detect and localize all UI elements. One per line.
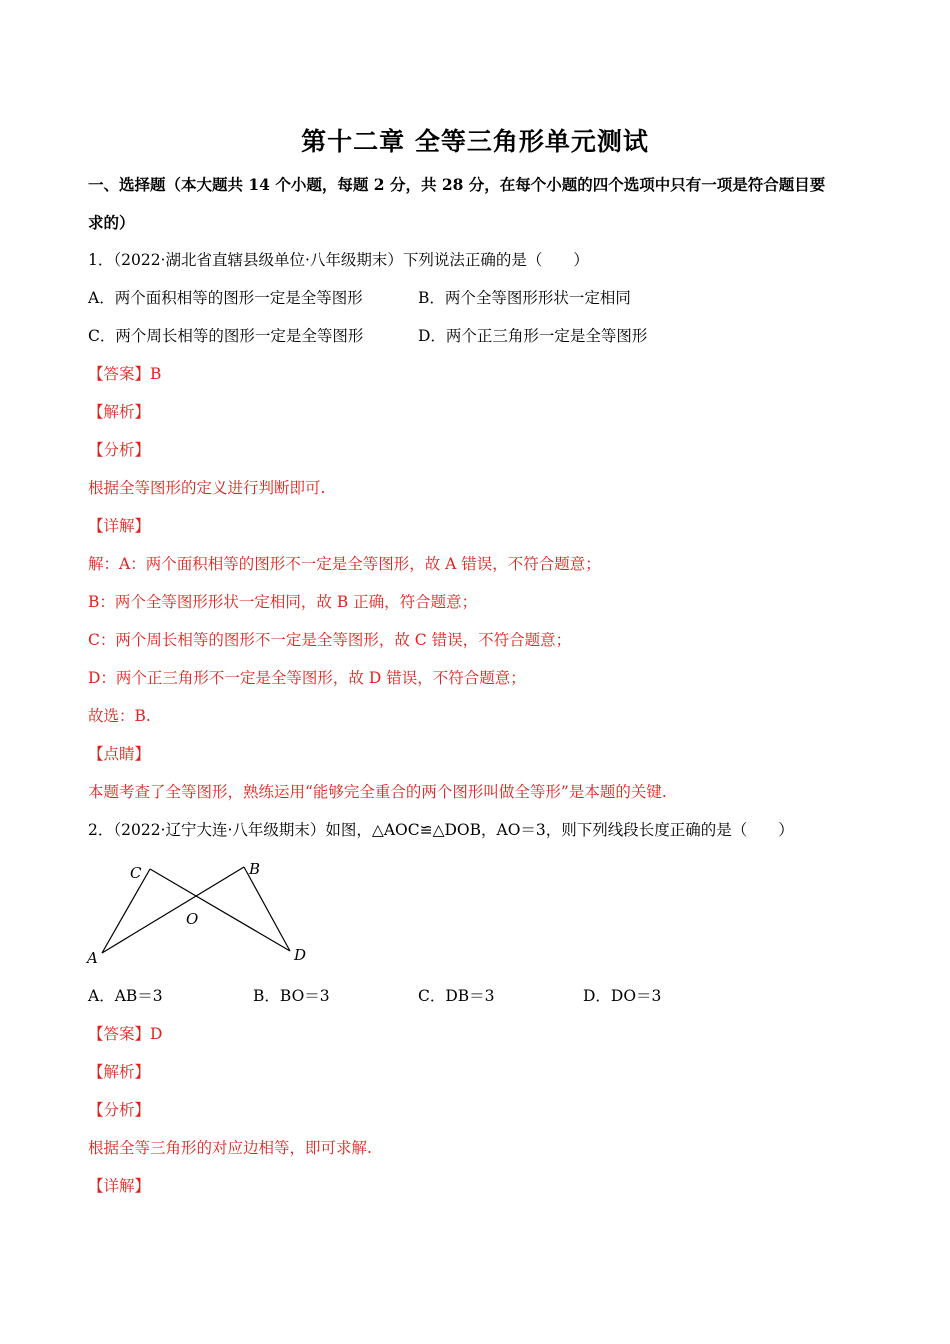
triangle-figure [84,852,324,972]
q2-option-b: B．BO＝3 [253,987,330,1005]
q1-option-d: D．两个正三角形一定是全等图形 [418,327,648,345]
q1-jiexi-label: 【解析】 [88,403,151,421]
segment-ab [102,867,244,953]
label-c: C [130,864,142,882]
q1-detail-line: 故选：B. [88,707,151,725]
q1-fenxi-label: 【分析】 [88,441,151,459]
q1-option-c: C．两个周长相等的图形一定是全等图形 [88,327,364,345]
label-d: D [294,946,307,964]
q1-fenxi-text: 根据全等图形的定义进行判断即可. [88,479,326,497]
q2-option-a: A．AB＝3 [88,987,163,1005]
section-heading-line2: 求的） [88,213,135,232]
question-1-stem: 1．（2022·湖北省直辖县级单位·八年级期末）下列说法正确的是（ ） [88,251,589,269]
q2-fenxi-text: 根据全等三角形的对应边相等，即可求解. [88,1139,372,1157]
q1-xiangjie-label: 【详解】 [88,517,151,535]
segment-ac [102,869,150,953]
q2-answer: 【答案】D [88,1025,163,1043]
q1-detail-line: C：两个周长相等的图形不一定是全等图形，故 C 错误，不符合题意； [88,631,572,649]
q1-dianjing-label: 【点睛】 [88,745,151,763]
q1-dianjing-text: 本题考查了全等图形，熟练运用“能够完全重合的两个图形叫做全等形”是本题的关键. [88,783,667,801]
q2-fenxi-label: 【分析】 [88,1101,151,1119]
q1-detail-line: B：两个全等图形形状一定相同，故 B 正确，符合题意； [88,593,478,611]
q1-option-a: A．两个面积相等的图形一定是全等图形 [88,289,363,307]
q2-option-d: D．DO＝3 [583,987,662,1005]
q1-answer: 【答案】B [88,365,162,383]
segment-bd [244,867,290,951]
question-2-stem: 2．（2022·辽宁大连·八年级期末）如图，△AOC≌△DOB，AO＝3，则下列线段长度正确的是（ ） [88,821,794,839]
q1-detail-line: 解：A：两个面积相等的图形不一定是全等图形，故 A 错误，不符合题意； [88,555,601,573]
label-o: O [186,910,199,928]
q2-option-c: C．DB＝3 [418,987,495,1005]
label-b: B [249,860,261,878]
q1-detail-line: D：两个正三角形不一定是全等图形，故 D 错误，不符合题意； [88,669,526,687]
label-a: A [87,949,98,967]
q1-option-b: B．两个全等图形形状一定相同 [418,289,631,307]
q2-xiangjie-label: 【详解】 [88,1177,151,1195]
section-heading-line1: 一、选择题（本大题共 14 个小题，每题 2 分，共 28 分，在每个小题的四个选项中只有一项是符合题目要 [88,175,826,194]
chapter-title: 第十二章 全等三角形单元测试 [301,127,649,156]
q2-jiexi-label: 【解析】 [88,1063,151,1081]
